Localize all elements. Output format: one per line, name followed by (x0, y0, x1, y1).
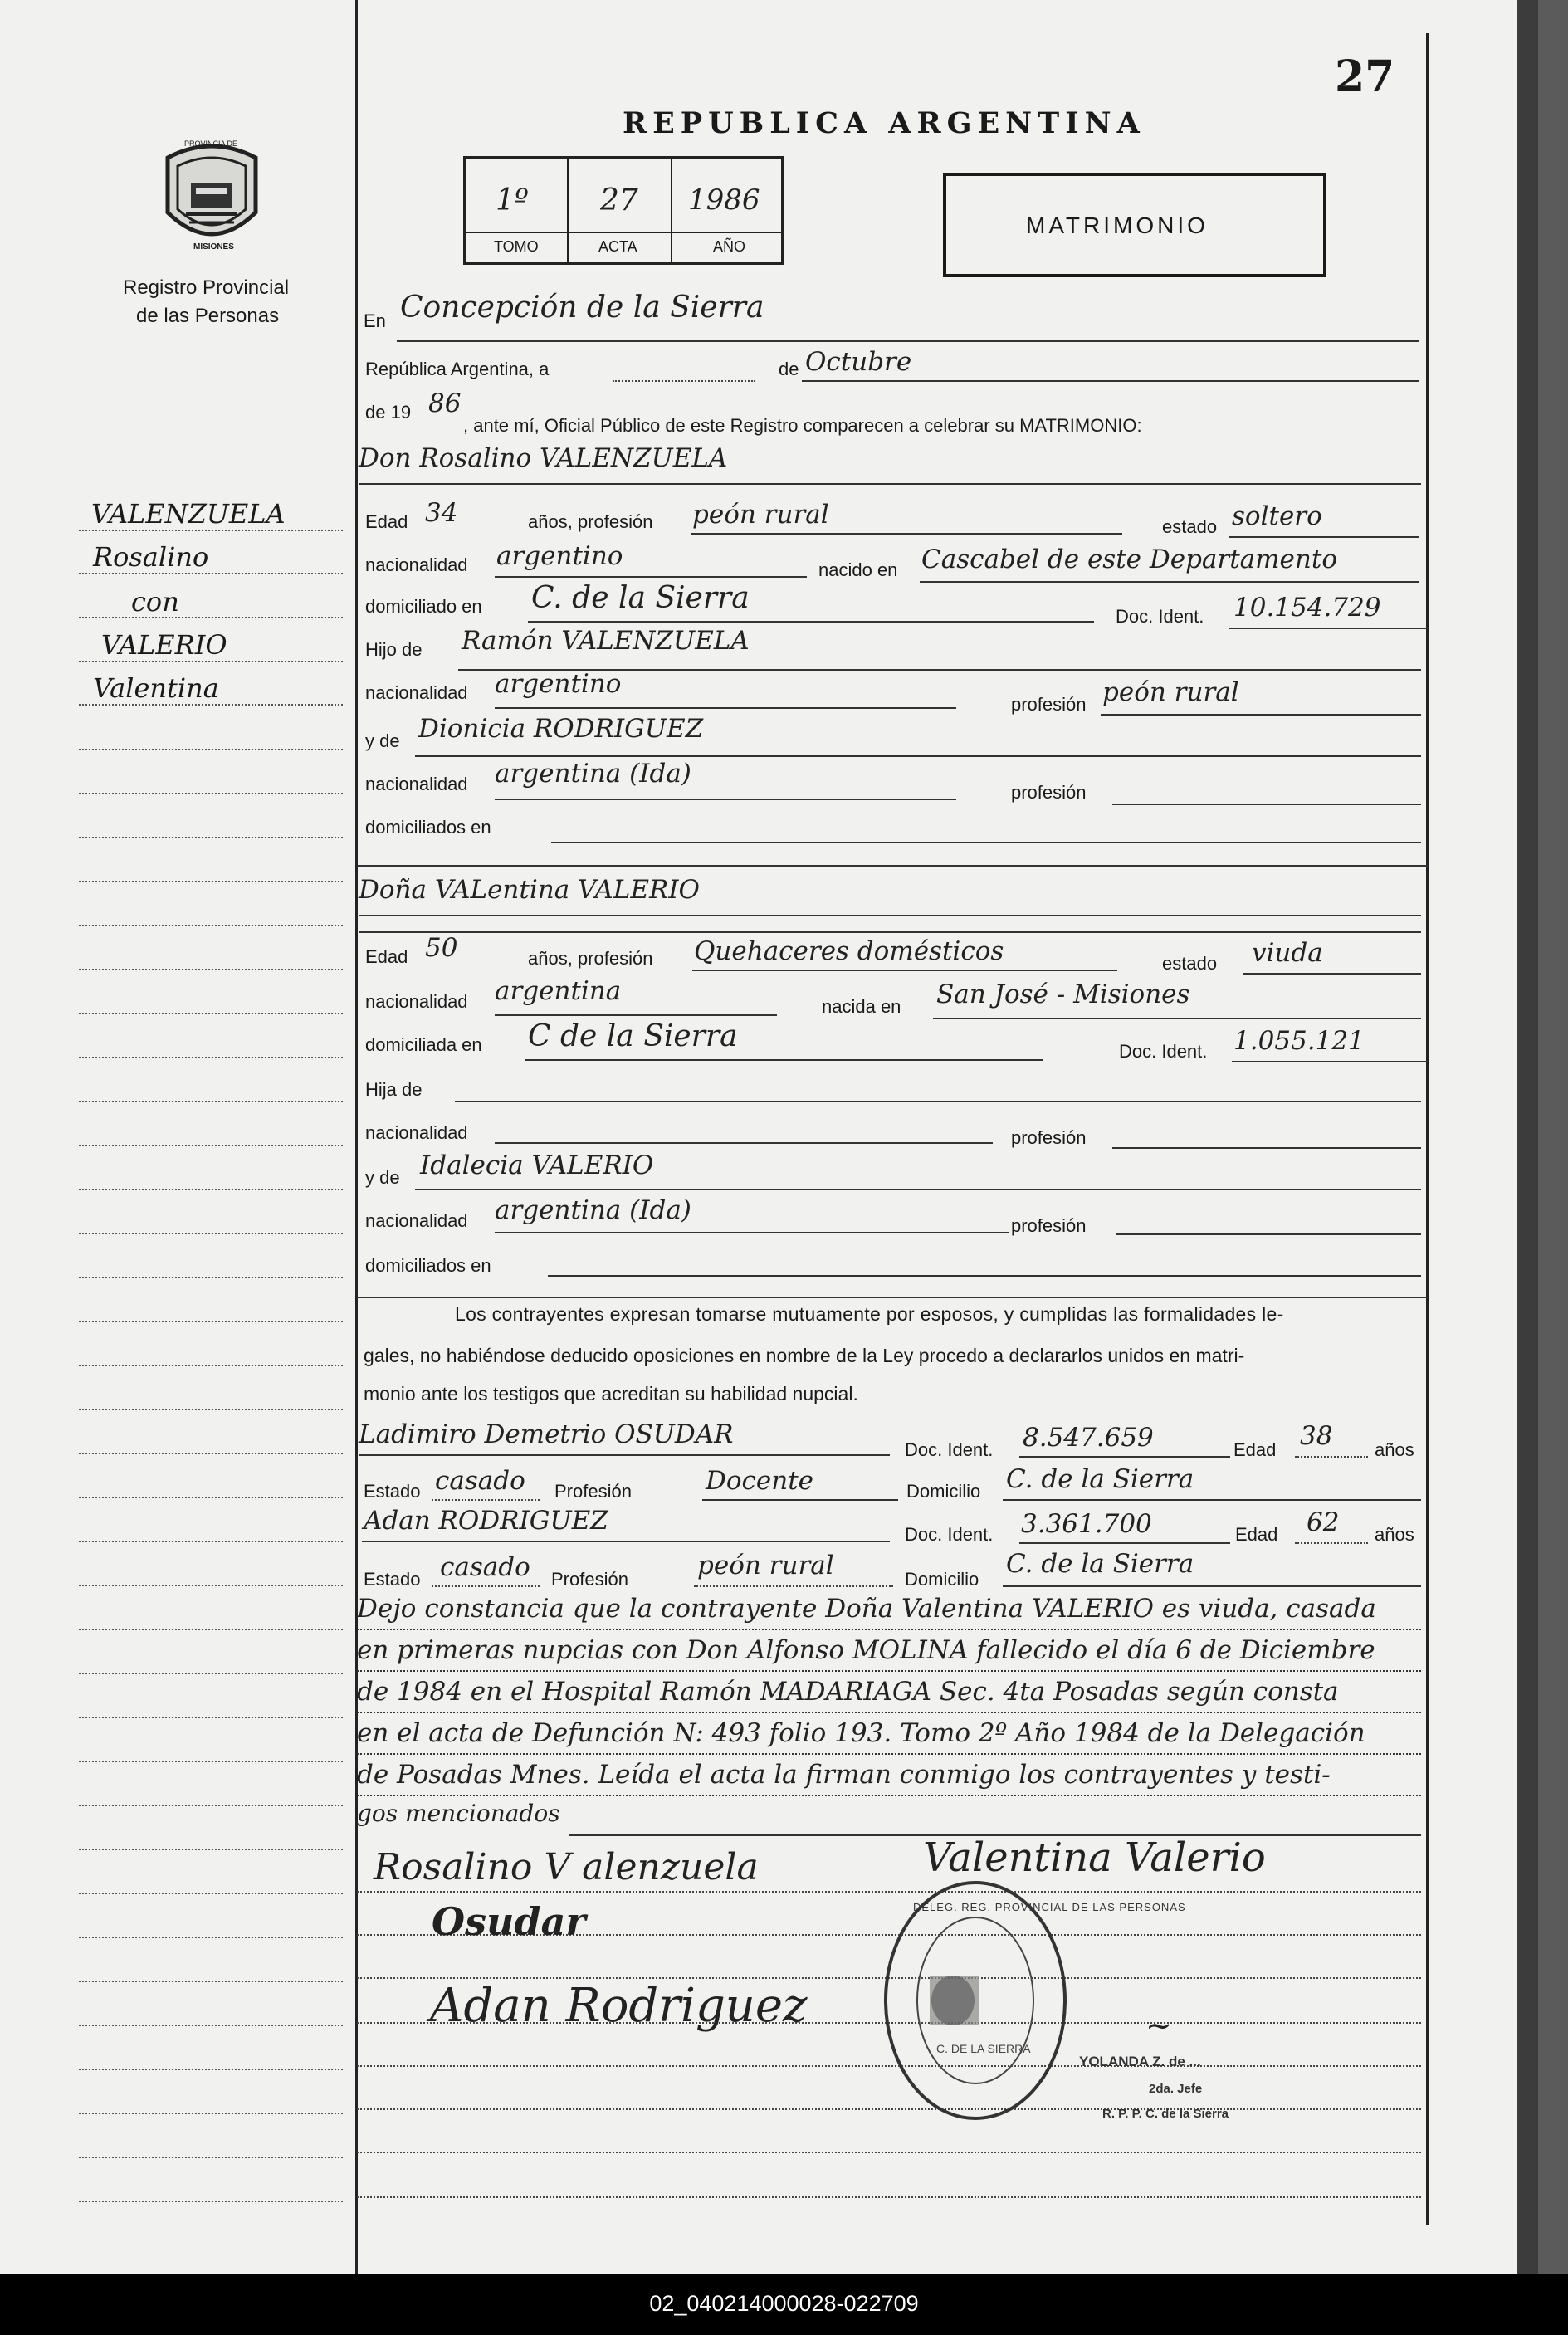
label-profesion-bride-mother: profesión (1011, 1215, 1087, 1236)
bride-doc: 1.055.121 (1233, 1026, 1365, 1056)
officer-title: 2da. Jefe (1149, 2082, 1203, 2096)
margin-name-3: con (131, 586, 179, 618)
note-line-4: en el acta de Defunción N: 493 folio 193. Tomo 2º Año 1984 de la Delegación (357, 1718, 1365, 1748)
bride-name: Doña VALentina VALERIO (359, 875, 700, 905)
stamp-inner-text: C. DE LA SIERRA (936, 2042, 1031, 2055)
note-line-5: de Posadas Mnes. Leída el acta la firman conmigo los contrayentes y testi- (357, 1760, 1331, 1790)
note-line-6: gos mencionados (357, 1800, 560, 1827)
label-ante-mi: , ante mí, Oficial Público de este Registro comparecen a celebrar su MATRIMONIO: (463, 415, 1142, 436)
groom-status: soltero (1232, 501, 1322, 531)
province-seal-icon (158, 139, 266, 254)
groom-mother-nationality: argentina (Ida) (495, 759, 691, 789)
officer-signature-mark: ~ (1145, 2007, 1172, 2044)
label-nacida-en: nacida en (822, 996, 901, 1017)
registry-line2: de las Personas (136, 305, 280, 327)
label-y-de-bride: y de (365, 1167, 400, 1188)
label-domicilio-w2: Domicilio (905, 1569, 979, 1590)
witness-2-doc: 3.361.700 (1021, 1509, 1152, 1539)
label-anios-profesion-bride: años, profesión (528, 948, 653, 969)
declaration-line-3: monio ante los testigos que acreditan su habilidad nupcial. (364, 1383, 858, 1404)
signature-line-7 (357, 2152, 1421, 2153)
declaration-line-2: gales, no habiéndose deducido oposiciones en nombre de la Ley procedo a declararlos unidos en matri- (364, 1345, 1245, 1366)
acta-value: 27 (600, 183, 638, 217)
label-estado-w2: Estado (364, 1569, 421, 1590)
witness-1-status: casado (435, 1466, 525, 1496)
record-type: MATRIMONIO (1026, 212, 1209, 238)
label-anios-profesion: años, profesión (528, 511, 653, 532)
margin-name-5: Valentina (93, 672, 219, 704)
stamp-ring-text: DELEG. REG. PROVINCIAL DE LAS PERSONAS (913, 1901, 1186, 1913)
section-divider-2 (357, 1297, 1428, 1298)
label-edad-w1: Edad (1233, 1439, 1277, 1460)
groom-nationality: argentino (496, 541, 623, 571)
margin-divider (355, 0, 358, 2274)
bride-mother: Idalecia VALERIO (420, 1150, 654, 1180)
groom-doc: 10.154.729 (1233, 593, 1381, 623)
label-estado-w1: Estado (364, 1481, 421, 1502)
witness-2-status: casado (440, 1552, 530, 1582)
label-anios-w1: años (1375, 1439, 1414, 1460)
witness-1-doc: 8.547.659 (1023, 1423, 1154, 1453)
label-doc-ident-w2: Doc. Ident. (905, 1524, 994, 1545)
tomo-value: 1º (496, 183, 529, 217)
officer-name: YOLANDA Z. de ... (1079, 2054, 1201, 2069)
groom-name: Don Rosalino VALENZUELA (359, 443, 728, 473)
groom-age: 34 (425, 498, 458, 528)
label-doc-ident-bride: Doc. Ident. (1119, 1041, 1208, 1062)
declaration-line-1: Los contrayentes expresan tomarse mutuamente por esposos, y cumplidas las formalidades le- (455, 1303, 1284, 1325)
groom-father: Ramón VALENZUELA (462, 626, 750, 656)
label-domiciliada-en: domiciliada en (365, 1034, 482, 1055)
label-edad-bride: Edad (365, 946, 408, 967)
groom-profession: peón rural (692, 500, 829, 530)
label-nacionalidad-bride-mother: nacionalidad (365, 1210, 468, 1231)
witness-2-domicile: C. de la Sierra (1006, 1549, 1194, 1579)
bride-mother-nationality: argentina (Ida) (495, 1195, 691, 1225)
label-profesion-father: profesión (1011, 694, 1087, 715)
groom-signature: Rosalino V alenzuela (374, 1846, 759, 1888)
margin-name-1: VALENZUELA (91, 498, 286, 530)
bride-signature: Valentina Valerio (923, 1834, 1266, 1881)
label-profesion-w1: Profesión (554, 1481, 632, 1502)
label-domiciliados-en-bride: domiciliados en (365, 1255, 491, 1276)
witness-1-signature: Osudar (432, 1899, 586, 1944)
tomo-label: TOMO (494, 238, 539, 255)
label-edad: Edad (365, 511, 408, 532)
witness-1-name: Ladimiro Demetrio OSUDAR (359, 1419, 734, 1449)
label-profesion-mother: profesión (1011, 782, 1087, 803)
witness-2-name: Adan RODRIGUEZ (364, 1506, 608, 1536)
label-domiciliado-en: domiciliado en (365, 596, 482, 617)
right-border (1426, 33, 1429, 2225)
margin-name-4: VALERIO (101, 629, 227, 661)
label-en: En (364, 310, 386, 331)
label-de-19: de 19 (365, 402, 412, 423)
bride-address: C de la Sierra (528, 1019, 738, 1053)
label-nacionalidad-father: nacionalidad (365, 682, 468, 703)
label-hija-de: Hija de (365, 1079, 423, 1100)
witness-1-profession: Docente (706, 1466, 813, 1496)
officer-office: R. P. P. C. de la Sierra (1102, 2107, 1229, 2121)
label-profesion-bride-father: profesión (1011, 1127, 1087, 1148)
record-number-box (463, 156, 784, 265)
groom-father-nationality: argentino (495, 669, 622, 699)
label-estado: estado (1162, 516, 1218, 537)
label-anios-w2: años (1375, 1524, 1414, 1545)
bride-age: 50 (425, 933, 458, 963)
label-nacido-en: nacido en (818, 559, 898, 580)
note-line-1: Dejo constancia que la contrayente Doña Valentina VALERIO es viuda, casada (357, 1594, 1376, 1624)
record-type-box (943, 173, 1326, 277)
registry-line1: Registro Provincial (123, 276, 290, 299)
witness-2-signature: Adan Rodriguez (430, 1979, 808, 2033)
anio-value: 1986 (688, 183, 760, 217)
footer-code: 02_040214000028-022709 (649, 2291, 919, 2316)
witness-1-age: 38 (1300, 1421, 1333, 1451)
groom-address: C. de la Sierra (531, 581, 750, 615)
label-domicilio-w1: Domicilio (906, 1481, 981, 1502)
witness-1-domicile: C. de la Sierra (1006, 1464, 1194, 1494)
groom-mother: Dionicia RODRIGUEZ (418, 714, 704, 744)
label-nacionalidad: nacionalidad (365, 554, 468, 575)
witness-2-profession: peón rural (697, 1551, 834, 1580)
ceremony-month: Octubre (805, 347, 912, 377)
section-divider-1 (357, 865, 1428, 867)
label-doc-ident: Doc. Ident. (1116, 606, 1204, 627)
note-line-2: en primeras nupcias con Don Alfonso MOLINA fallecido el día 6 de Diciembre (357, 1635, 1375, 1665)
label-edad-w2: Edad (1235, 1524, 1278, 1545)
seal-top-text: PROVINCIA DE (184, 139, 238, 148)
note-line-3: de 1984 en el Hospital Ramón MADARIAGA Sec. 4ta Posadas según consta (357, 1677, 1339, 1707)
label-nacionalidad-bride: nacionalidad (365, 991, 468, 1012)
bride-profession: Quehaceres domésticos (694, 936, 1004, 966)
witness-2-age: 62 (1307, 1507, 1340, 1537)
groom-birthplace: Cascabel de este Departamento (921, 545, 1337, 574)
official-stamp-icon (880, 1876, 1071, 2125)
anio-label: AÑO (713, 238, 746, 255)
label-republica: República Argentina, a (365, 359, 550, 379)
acta-label: ACTA (598, 238, 637, 255)
bride-status: viuda (1252, 938, 1323, 968)
bride-nationality: argentina (495, 976, 622, 1006)
label-domiciliados-en: domiciliados en (365, 817, 491, 838)
label-profesion-w2: Profesión (551, 1569, 628, 1590)
label-y-de: y de (365, 730, 400, 751)
ceremony-year: 86 (428, 388, 462, 418)
label-nacionalidad-mother: nacionalidad (365, 774, 468, 794)
binding-edge (1517, 0, 1538, 2274)
bride-birthplace: San José - Misiones (936, 979, 1190, 1009)
country-title: REPUBLICA ARGENTINA (623, 106, 1145, 140)
label-estado-bride: estado (1162, 953, 1218, 974)
margin-name-2: Rosalino (93, 541, 209, 573)
seal-bottom-text: MISIONES (193, 242, 234, 252)
label-de: de (779, 359, 799, 379)
label-nacionalidad-bride-father: nacionalidad (365, 1122, 468, 1143)
signature-line-8 (357, 2196, 1421, 2198)
groom-father-profession: peón rural (1102, 677, 1239, 707)
label-doc-ident-w1: Doc. Ident. (905, 1439, 994, 1460)
label-hijo-de: Hijo de (365, 639, 423, 660)
page-number: 27 (1335, 51, 1395, 102)
ceremony-place: Concepción de la Sierra (400, 291, 764, 325)
